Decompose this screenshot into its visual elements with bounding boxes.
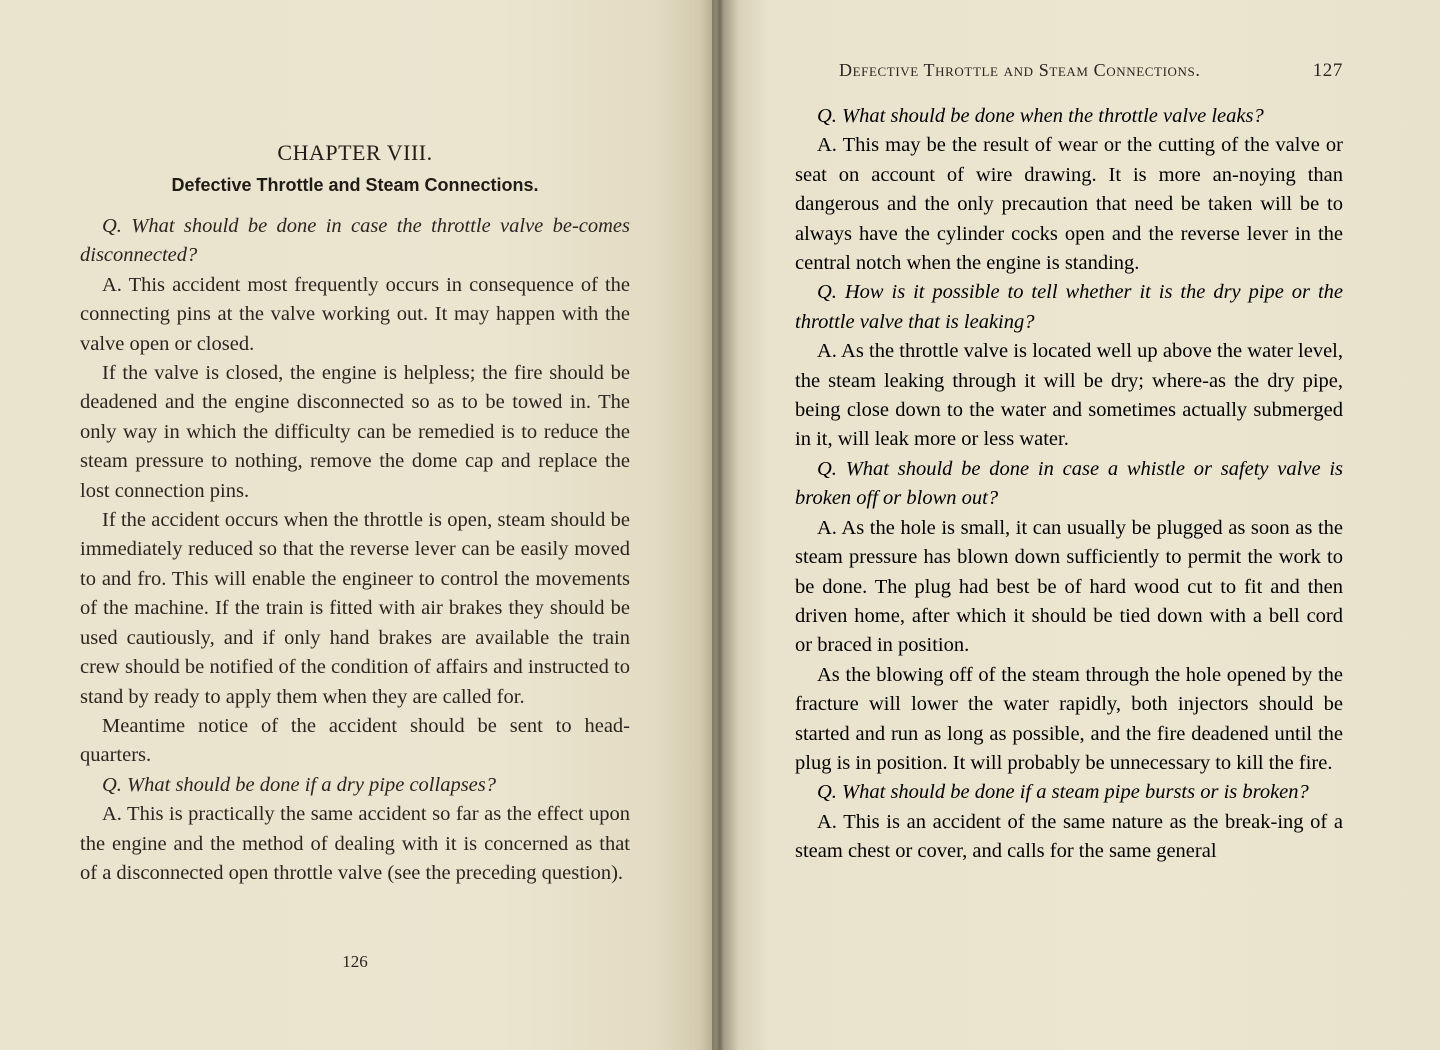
question-paragraph: Q. What should be done in case a whistle or safety valve is broken off or blown out?	[795, 457, 1343, 510]
answer-paragraph: A. As the throttle valve is located well up above the water level, the steam leaking through it will be dry; where-as the dry pipe, being close down to the water and sometimes actually submerged in it, will leak more or less water.	[795, 340, 1343, 451]
right-page-body	[795, 102, 1343, 867]
answer-paragraph: A. This is an accident of the same nature as the break-ing of a steam chest or cover, and calls for the same general	[795, 810, 1343, 863]
body-paragraph: Meantime notice of the accident should be sent to head-quarters.	[80, 714, 630, 767]
question-paragraph: Q. What should be done in case the throttle valve be-comes disconnected?	[80, 215, 630, 267]
answer-paragraph: A. As the hole is small, it can usually be plugged as soon as the steam pressure has blown down sufficiently to permit the work to be done. The plug had best be of hard wood cut to fit and then driven home, after which it should be tied down with a bell cord or braced in position.	[795, 516, 1343, 657]
body-paragraph: As the blowing off of the steam through the hole opened by the fracture will lower the water rapidly, both injectors should be started and run as long as possible, and the fire deadened until the plug is in position. It will probably be unnecessary to kill the fire.	[795, 663, 1343, 774]
book-gutter	[700, 0, 740, 1050]
body-paragraph: If the accident occurs when the throttle is open, steam should be immediately reduced so that the reverse lever can be easily moved to and fro. This will enable the engineer to control the movements of the machine. If the train is fitted with air brakes they should be used cautiously, and if only hand brakes are available the train crew should be notified of the condition of affairs and instructed to stand by ready to apply them when they are called for.	[80, 509, 630, 708]
answer-paragraph: A. This is practically the same accident so far as the effect upon the engine and the method of dealing with it is concerned as that of a disconnected open throttle valve (see the preceding question).	[80, 803, 630, 884]
question-paragraph: Q. What should be done if a steam pipe bursts or is broken?	[817, 781, 1309, 804]
chapter-heading: CHAPTER VIII.	[277, 140, 433, 165]
body-paragraph: If the valve is closed, the engine is helpless; the fire should be deadened and the engine disconnected so as to be towed in. The only way in which the difficulty can be remedied is to reduce the steam pressure to nothing, remove the dome cap and replace the lost connection pins.	[80, 362, 630, 502]
question-paragraph: Q. What should be done when the throttle valve leaks?	[817, 105, 1264, 127]
left-page-body	[80, 212, 630, 888]
page-number: 126	[342, 952, 368, 971]
answer-paragraph: A. This may be the result of wear or the cutting of the valve or seat on account of wire drawing. It is more an-noying than dangerous and the only precaution that need be taken will be to always have the cylinder cocks open and the reverse lever in the central notch when the engine is standing.	[795, 134, 1343, 275]
answer-paragraph: A. This accident most frequently occurs in consequence of the connecting pins at the valve working out. It may happen with the valve open or closed.	[80, 273, 630, 355]
chapter-subtitle: Defective Throttle and Steam Connections.	[171, 175, 539, 195]
left-page	[0, 0, 712, 1050]
page-number: 127	[1312, 60, 1343, 81]
question-paragraph: Q. How is it possible to tell whether it is the dry pipe or the throttle valve that is leaking?	[795, 281, 1343, 333]
question-paragraph: Q. What should be done if a dry pipe collapses?	[102, 773, 497, 796]
running-head-title: Defective Throttle and Steam Connections.	[839, 60, 1201, 80]
